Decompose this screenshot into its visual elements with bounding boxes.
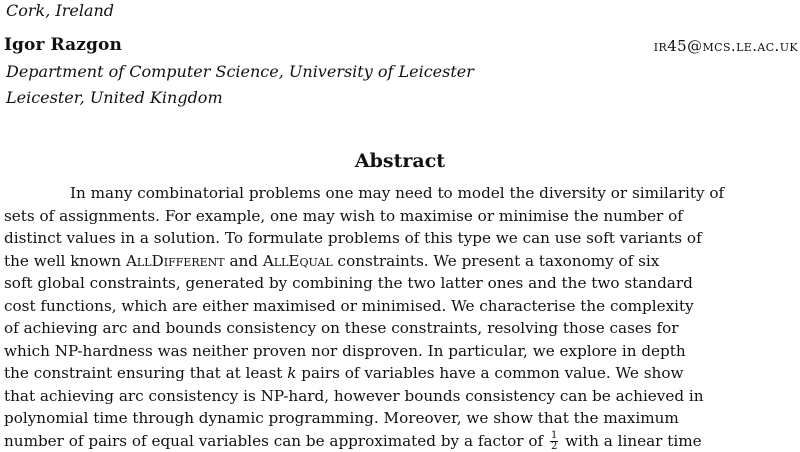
- department-line: Department of Computer Science, University of Leicester: [6, 62, 474, 81]
- abstract-heading: Abstract: [0, 150, 800, 172]
- abstract-line: the constraint ensuring that at least k pairs of variables have a common value. We show: [4, 362, 794, 385]
- abstract-line: polynomial time through dynamic programming. Moreover, we show that the maximum: [4, 407, 794, 430]
- author-email: ir45@mcs.le.ac.uk: [654, 37, 798, 55]
- abstract-line: that achieving arc consistency is NP-hard, however bounds consistency can be achieved in: [4, 385, 794, 408]
- abstract-line: sets of assignments. For example, one may wish to maximise or minimise the number of: [4, 205, 794, 228]
- math-variable: k: [287, 364, 296, 382]
- constraint-name: AllDifferent: [126, 252, 225, 270]
- abstract-line: cost functions, which are either maximised or minimised. We characterise the complexity: [4, 295, 794, 318]
- constraint-name: AllEqual: [263, 252, 333, 270]
- abstract-line: of achieving arc and bounds consistency on these constraints, resolving those cases for: [4, 317, 794, 340]
- abstract-line: number of pairs of equal variables can be approximated by a factor of $\frac{1}{2}$ with a linear time: [4, 430, 794, 452]
- location-line: Leicester, United Kingdom: [6, 88, 223, 107]
- author-name: Igor Razgon: [4, 35, 122, 55]
- fraction: $\frac{1}{2}$: [550, 431, 558, 452]
- abstract-line: the well known AllDifferent and AllEqual constraints. We present a taxonomy of six: [4, 250, 794, 273]
- abstract-line: which NP-hardness was neither proven nor disproven. In particular, we explore in depth: [4, 340, 794, 363]
- abstract-body: [4, 182, 794, 452]
- abstract-line: In many combinatorial problems one may need to model the diversity or similarity of: [4, 182, 794, 205]
- abstract-line: distinct values in a solution. To formulate problems of this type we can use soft variants of: [4, 227, 794, 250]
- abstract-line: soft global constraints, generated by combining the two latter ones and the two standard: [4, 272, 794, 295]
- affiliation-line: Cork, Ireland: [6, 1, 114, 20]
